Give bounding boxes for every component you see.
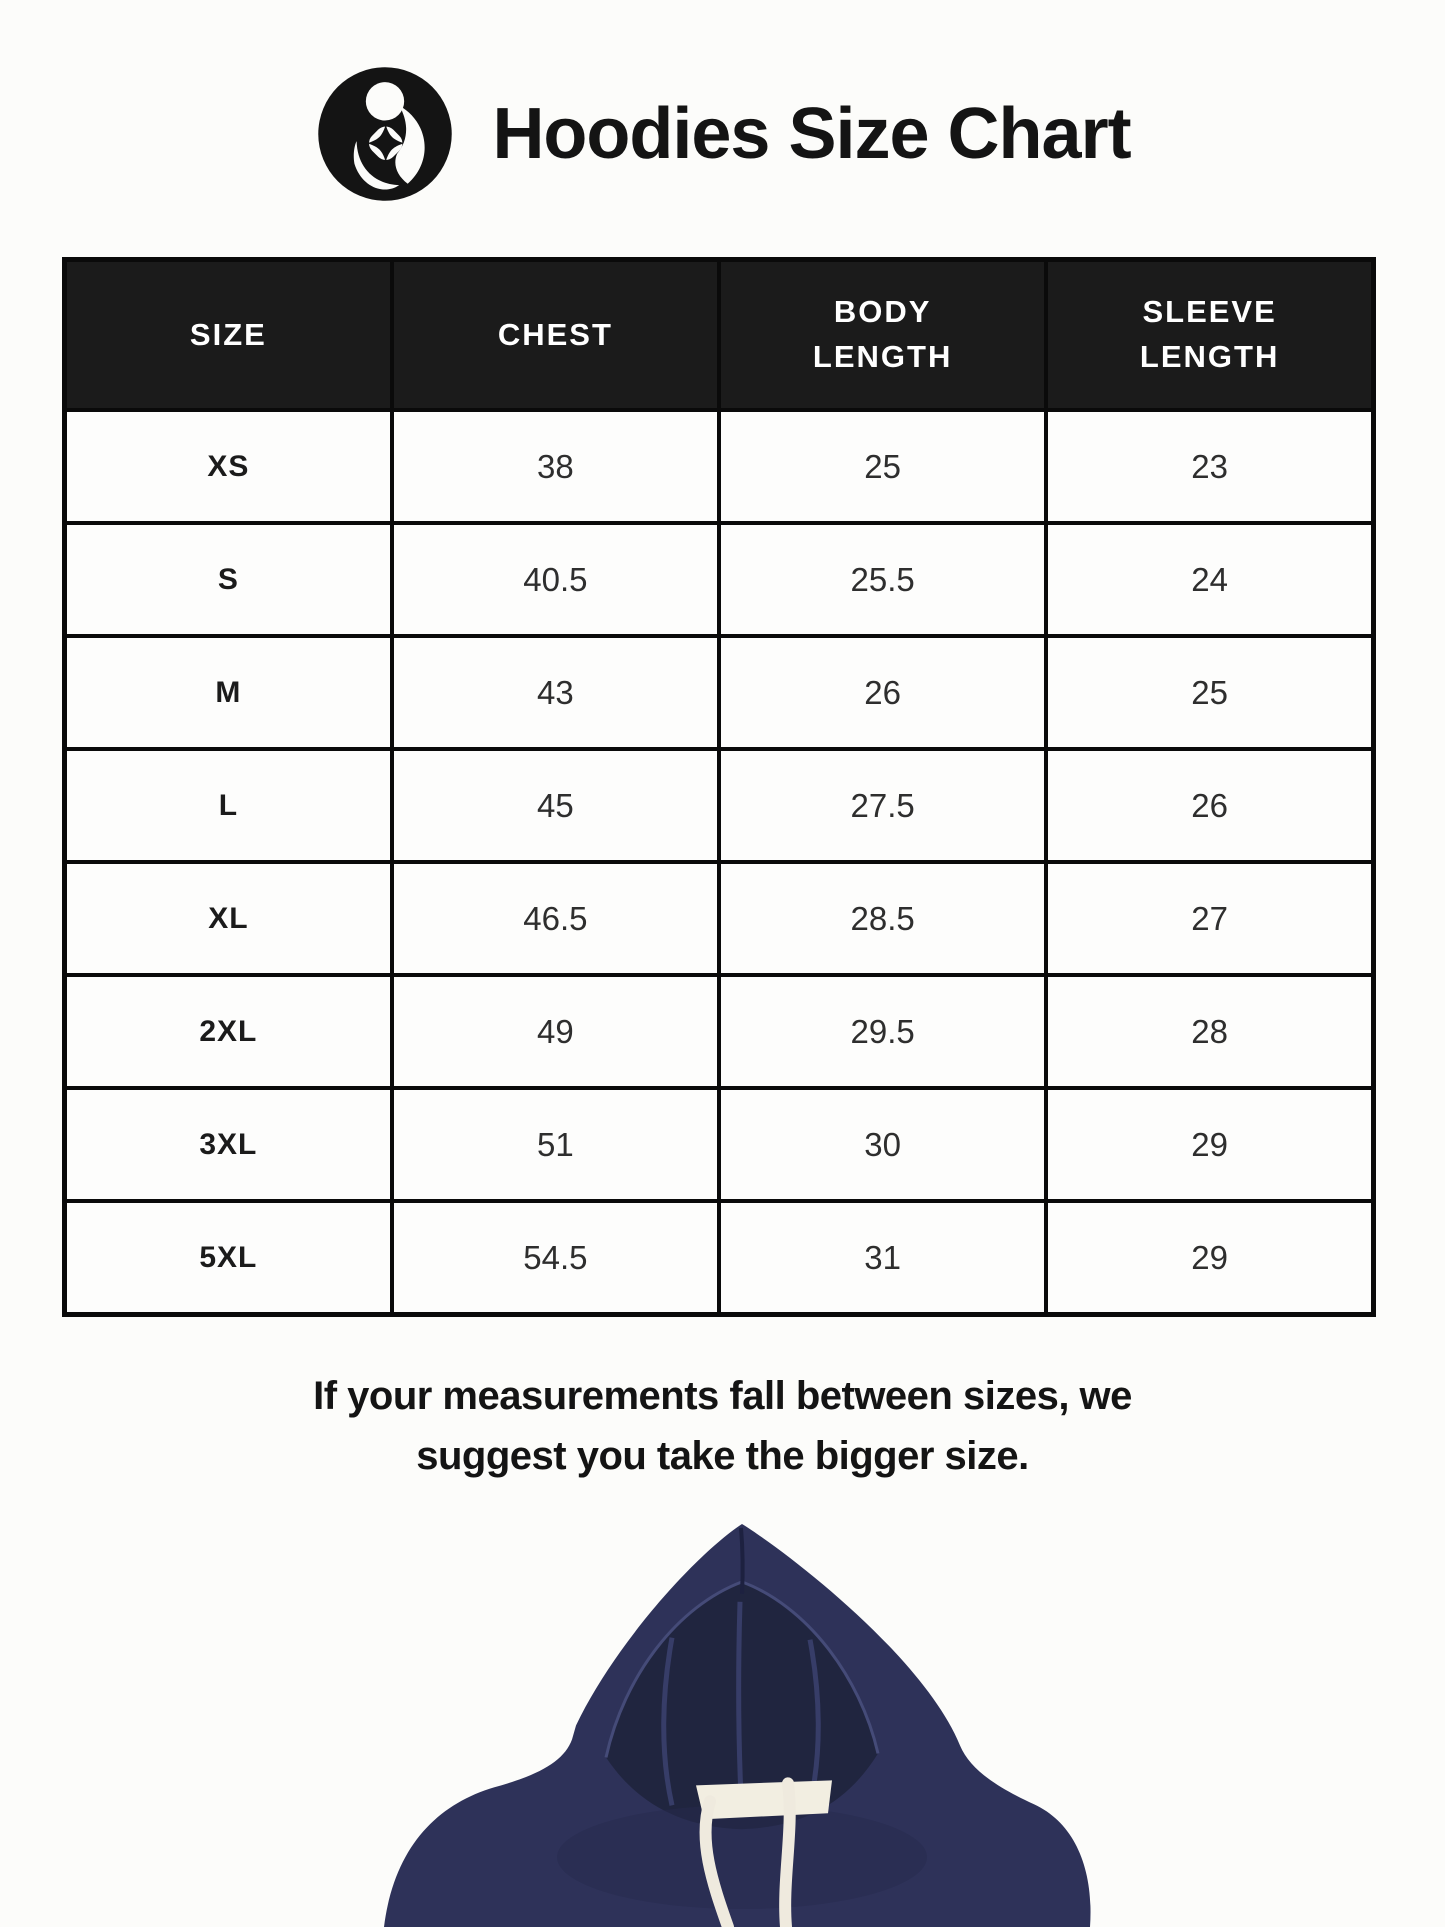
table-row [65,636,1374,749]
chest-cell: 51 [392,1088,719,1201]
chest-cell: 49 [392,975,719,1088]
size-cell: L [65,749,392,862]
chest-shadow [557,1805,927,1909]
table-row [65,975,1374,1088]
size-cell: XL [65,862,392,975]
hood-top-seam [741,1528,743,1594]
body-length-cell: 29.5 [719,975,1046,1088]
hoodie-photo [342,1518,1137,1927]
body-length-cell: 25.5 [719,523,1046,636]
table-row [65,1201,1374,1315]
size-cell: XS [65,410,392,523]
column-header-chest: CHEST [392,260,719,411]
column-header-size: SIZE [65,260,392,411]
brand-logo-icon [314,63,456,205]
column-header-sleeve-length: SLEEVE LENGTH [1046,260,1373,411]
note-line-2: suggest you take the bigger size. [416,1434,1029,1478]
sleeve-length-cell: 24 [1046,523,1373,636]
chest-cell: 54.5 [392,1201,719,1315]
table-row [65,1088,1374,1201]
body-length-cell: 26 [719,636,1046,749]
table-row [65,523,1374,636]
sleeve-length-cell: 29 [1046,1201,1373,1315]
sleeve-length-cell: 27 [1046,862,1373,975]
note-text [0,1366,1445,1486]
chest-cell: 43 [392,636,719,749]
body-length-cell: 25 [719,410,1046,523]
size-chart-table [62,257,1376,1317]
body-length-cell: 31 [719,1201,1046,1315]
note-line-1: If your measurements fall between sizes, we [313,1374,1132,1418]
size-cell: 5XL [65,1201,392,1315]
sleeve-length-cell: 23 [1046,410,1373,523]
chest-cell: 40.5 [392,523,719,636]
column-header-body-length: BODY LENGTH [719,260,1046,411]
size-cell: 3XL [65,1088,392,1201]
body-length-cell: 30 [719,1088,1046,1201]
table-row [65,862,1374,975]
size-cell: S [65,523,392,636]
sleeve-length-cell: 25 [1046,636,1373,749]
page-title: Hoodies Size Chart [492,94,1131,174]
sleeve-length-cell: 26 [1046,749,1373,862]
body-length-cell: 27.5 [719,749,1046,862]
sleeve-length-cell: 28 [1046,975,1373,1088]
table-row [65,749,1374,862]
chest-cell: 45 [392,749,719,862]
body-length-cell: 28.5 [719,862,1046,975]
inner-collar [696,1780,832,1819]
chest-cell: 38 [392,410,719,523]
header [0,60,1445,208]
chest-cell: 46.5 [392,862,719,975]
sleeve-length-cell: 29 [1046,1088,1373,1201]
size-cell: 2XL [65,975,392,1088]
table-row [65,410,1374,523]
drawstring-right [785,1783,790,1927]
table-header-row [65,260,1374,411]
size-cell: M [65,636,392,749]
navy-hoodie-image [342,1518,1137,1927]
